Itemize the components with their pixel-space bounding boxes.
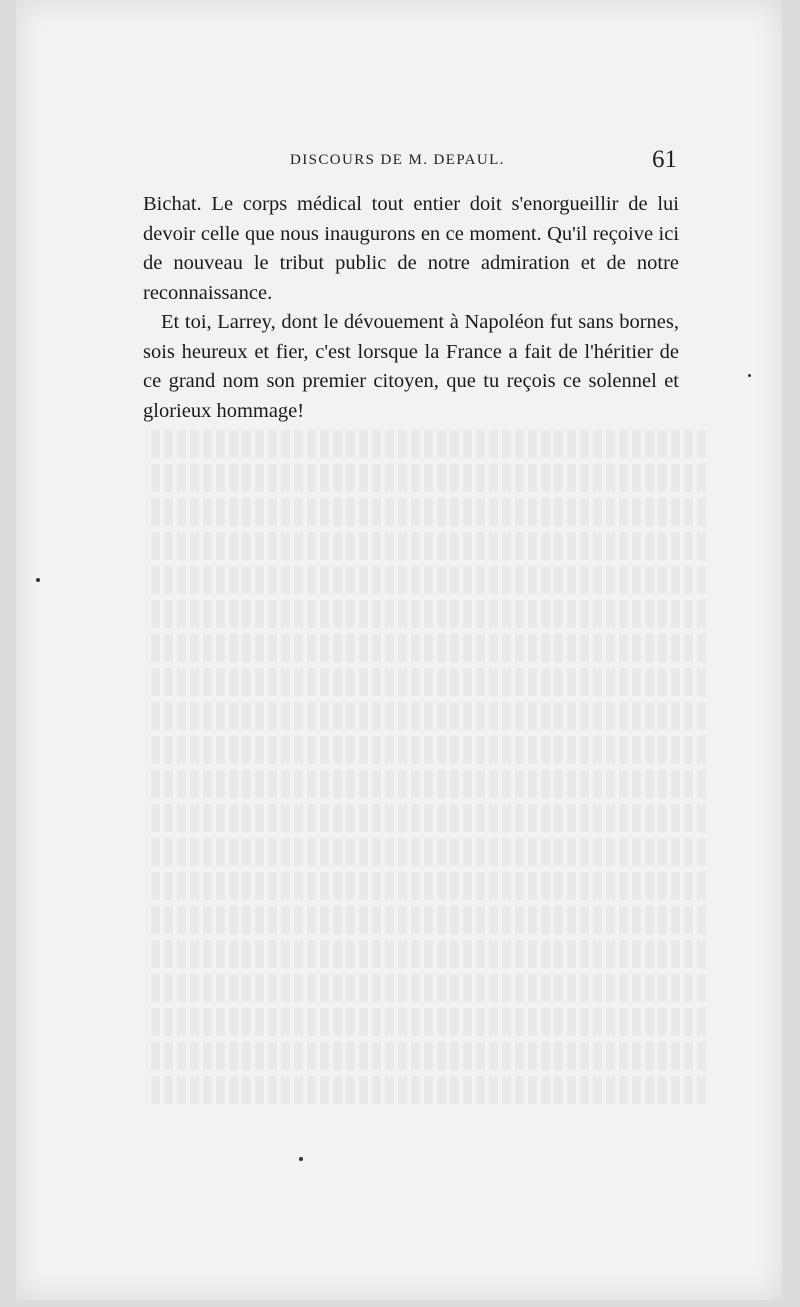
text-line: bornes, sois heureux et fier, c'est lorsque la France a fait xyxy=(143,311,680,363)
ink-speck xyxy=(748,374,751,377)
paragraph-2 xyxy=(143,308,679,426)
paragraph-1 xyxy=(143,190,679,308)
ink-speck xyxy=(299,1157,303,1161)
page-number: 61 xyxy=(652,146,677,173)
ink-speck xyxy=(36,578,40,582)
text-line: de l'héritier de ce grand nom son premier citoyen, que tu xyxy=(143,340,680,392)
text-line: Et toi, Larrey, dont le dévouement à Napoléon fut sans xyxy=(161,311,614,333)
running-head: DISCOURS DE M. DEPAUL. xyxy=(290,152,505,168)
text-line: reçoive ici de nouveau le tribut public de notre admiration xyxy=(143,222,680,274)
text-line: et de notre reconnaissance. xyxy=(143,252,680,304)
text-line: lui devoir celle que nous inaugurons en ce moment. Qu'il xyxy=(143,193,680,245)
text-line: Bichat. Le corps médical tout entier doit s'enorgueillir de xyxy=(143,193,648,215)
show-through-text xyxy=(146,430,706,1110)
text-line: reçois ce solennel et glorieux hommage! xyxy=(143,370,679,422)
body-text xyxy=(143,190,679,426)
